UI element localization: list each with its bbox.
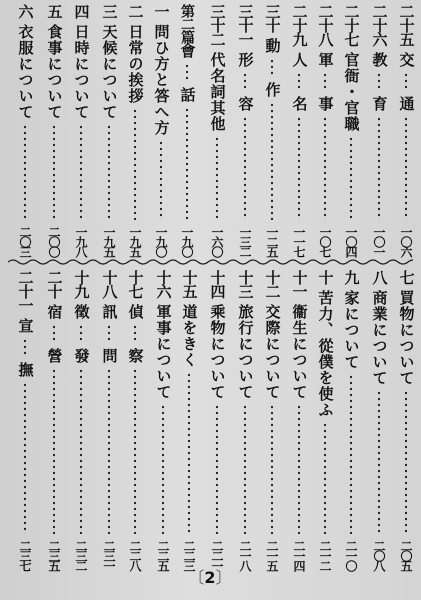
toc-entry (124, 270, 146, 570)
toc-entry (234, 270, 256, 570)
entry-page-number: 一〇六 (399, 226, 413, 256)
leader-dots (244, 72, 246, 90)
entry-number: 二 (126, 4, 145, 18)
entry-page-number: 二二三 (182, 540, 196, 570)
toc-entry (340, 270, 362, 570)
leader-dots (378, 116, 380, 220)
entry-title: 形 (236, 52, 255, 68)
entry-title: 交際について (263, 304, 282, 400)
toc-entry (43, 270, 65, 570)
page-folio (180, 565, 240, 585)
leader-dots (108, 368, 110, 534)
leader-dots (216, 404, 218, 534)
toc-entry (70, 4, 92, 256)
entry-title-second-char: 撫 (16, 362, 35, 378)
entry-number: 十五 (180, 270, 199, 298)
entry-title-second-char: 通 (397, 96, 416, 112)
toc-entry (314, 270, 336, 570)
leader-dots (53, 124, 55, 220)
entry-title: 衞生について (290, 304, 309, 400)
entry-title: 宣 (16, 318, 35, 334)
leader-dots (160, 140, 162, 220)
leader-dots (24, 382, 26, 534)
leader-dots (324, 72, 326, 90)
entry-page-number: 二三五 (47, 540, 61, 570)
leader-dots (405, 72, 407, 90)
toc-entry (288, 270, 310, 570)
entry-number: 二十一 (16, 270, 35, 312)
toc-entry (98, 4, 120, 256)
entry-page-number: 一九八 (74, 226, 88, 256)
toc-entry (70, 270, 92, 570)
entry-number: 六 (16, 4, 35, 18)
entry-title-second-char: 容 (236, 96, 255, 112)
toc-entry (234, 4, 256, 256)
entry-page-number: 二三七 (18, 540, 32, 570)
toc-entry (14, 270, 36, 570)
entry-number: 三十二 (208, 4, 227, 46)
entry-page-number: 一九五 (128, 226, 142, 256)
leader-dots (53, 324, 55, 342)
entry-page-number: 二一〇 (344, 540, 358, 570)
entry-title-second-char: 名 (290, 96, 309, 112)
leader-dots (53, 368, 55, 534)
entry-page-number: 二〇五 (399, 540, 413, 570)
toc-entry (261, 270, 283, 570)
leader-dots (134, 324, 136, 342)
entry-title: 訊 (100, 304, 119, 320)
entry-number: 八 (370, 270, 389, 284)
entry-title-second-char: 作 (263, 82, 282, 98)
entry-page-number: 一三二 (238, 226, 252, 256)
leader-dots (350, 374, 352, 534)
entry-number: 二十五 (397, 4, 416, 46)
toc-entry (340, 4, 362, 256)
entry-number: 四 (72, 4, 91, 18)
toc-entry (368, 4, 390, 256)
toc-entry (395, 270, 417, 570)
wavy-divider (8, 258, 413, 266)
entry-title: 交 (397, 52, 416, 68)
entry-page-number: 一六〇 (210, 226, 224, 256)
entry-title: 衣服について (16, 24, 35, 120)
toc-entry (288, 4, 310, 256)
entry-title-second-char: 育 (370, 96, 389, 112)
leader-dots (298, 116, 300, 220)
entry-title: 天候について (100, 24, 119, 120)
toc-entry (178, 270, 200, 570)
leader-dots (271, 58, 273, 76)
toc-upper-half (0, 4, 421, 256)
entry-title-second-char: 問 (100, 348, 119, 364)
folio-close-bracket: 〕 (215, 568, 232, 587)
leader-dots (108, 124, 110, 220)
leader-dots (108, 324, 110, 342)
entry-page-number: 二三一 (102, 540, 116, 570)
leader-dots (271, 102, 273, 220)
entry-title: 會 (178, 43, 197, 59)
entry-number: 二十七 (342, 4, 361, 46)
toc-entry (395, 4, 417, 256)
entry-page-number: 一〇一 (372, 226, 386, 256)
entry-title: 官衙・官職 (342, 52, 361, 132)
entry-page-number: 一〇四 (344, 226, 358, 256)
entry-title: 人 (290, 52, 309, 68)
entry-title: 日常の挨拶 (126, 24, 145, 104)
leader-dots (80, 324, 82, 342)
entry-title: 徵 (72, 304, 91, 320)
folio-open-bracket: 〔 (188, 568, 205, 587)
toc-entry (43, 4, 65, 256)
entry-title: 商業について (370, 290, 389, 386)
entry-page-number: 二三二 (74, 540, 88, 570)
entry-page-number: 二二八 (128, 540, 142, 570)
entry-title-second-char: 事 (316, 96, 335, 112)
entry-title-second-char: 話 (178, 87, 197, 103)
leader-dots (271, 404, 273, 534)
leader-dots (378, 72, 380, 90)
entry-title: 苦力、從僕を使ふ (316, 290, 335, 418)
entry-number: 二十九 (290, 4, 309, 46)
entry-number: 十六 (154, 270, 173, 298)
entry-title: 代名詞其他 (208, 52, 227, 132)
entry-number: 三十一 (236, 4, 255, 46)
toc-entry (206, 270, 228, 570)
toc-entry (124, 4, 146, 256)
entry-page-number: 二二一 (210, 540, 224, 570)
entry-title-second-char: 發 (72, 348, 91, 364)
entry-title: 旅行について (236, 304, 255, 400)
toc-entry (98, 270, 120, 570)
entry-title: 日時について (72, 24, 91, 120)
entry-number: 十 (316, 270, 335, 284)
entry-number: 二十八 (316, 4, 335, 46)
entry-number: 十八 (100, 270, 119, 298)
leader-dots (188, 372, 190, 534)
leader-dots (244, 116, 246, 220)
toc-lower-half (0, 270, 421, 570)
entry-title: 乘物について (208, 304, 227, 400)
leader-dots (216, 136, 218, 220)
toc-entry (206, 4, 228, 256)
entry-number: 三 (100, 4, 119, 18)
toc-entry (314, 4, 336, 256)
toc-entry (14, 4, 36, 256)
entry-number: 十二 (263, 270, 282, 298)
leader-dots (405, 390, 407, 534)
toc-entry (368, 270, 390, 570)
entry-page-number: 一一七 (292, 226, 306, 256)
entry-page-number: 二〇八 (372, 540, 386, 570)
entry-number: 二十六 (370, 4, 389, 46)
leader-dots (134, 108, 136, 220)
entry-number: 十九 (72, 270, 91, 298)
toc-entry (150, 4, 172, 256)
entry-page-number: 一九〇 (180, 226, 194, 256)
leader-dots (298, 404, 300, 534)
entry-number: 十三 (236, 270, 255, 298)
leader-dots (134, 368, 136, 534)
leader-dots (350, 136, 352, 220)
toc-entry (152, 270, 174, 570)
entry-page-number: 二一四 (292, 540, 306, 570)
entry-title: 軍 (316, 52, 335, 68)
entry-page-number: 二〇三 (18, 226, 32, 256)
leader-dots (162, 404, 164, 534)
entry-page-number: 一〇七 (318, 226, 332, 256)
leader-dots (324, 422, 326, 534)
leader-dots (378, 390, 380, 534)
entry-title: 家について (342, 290, 361, 370)
entry-title-second-char: 營 (45, 348, 64, 364)
entry-number: 十一 (290, 270, 309, 298)
entry-page-number: 二二五 (156, 540, 170, 570)
entry-title: 食事について (45, 24, 64, 120)
entry-page-number: 一九五 (102, 226, 116, 256)
entry-title: 軍事について (154, 304, 173, 400)
leader-dots (186, 63, 188, 81)
toc-entry (176, 4, 198, 256)
entry-number: 一 (152, 4, 171, 18)
leader-dots (186, 107, 188, 220)
entry-page-number: 二一八 (238, 540, 252, 570)
leader-dots (80, 368, 82, 534)
leader-dots (80, 124, 82, 220)
leader-dots (24, 338, 26, 356)
leader-dots (244, 404, 246, 534)
entry-number: 十七 (126, 270, 145, 298)
entry-title: 偵 (126, 304, 145, 320)
entry-title-second-char: 察 (126, 348, 145, 364)
entry-page-number: 二一二 (318, 540, 332, 570)
entry-page-number: 一九〇 (154, 226, 168, 256)
leader-dots (24, 124, 26, 220)
entry-number: 五 (45, 4, 64, 18)
entry-number: 三十 (263, 4, 282, 32)
entry-title: 教 (370, 52, 389, 68)
toc-entry (261, 4, 283, 256)
entry-page-number: 二一五 (265, 540, 279, 570)
leader-dots (324, 116, 326, 220)
entry-title: 道をきく (180, 304, 199, 368)
entry-number: 第二篇 (179, 4, 195, 43)
entry-title: 問ひ方と答へ方 (152, 24, 171, 136)
entry-number: 二十 (45, 270, 64, 298)
entry-title: 宿 (45, 304, 64, 320)
leader-dots (405, 116, 407, 220)
entry-number: 十四 (208, 270, 227, 298)
leader-dots (298, 72, 300, 90)
folio-number: 2 (204, 568, 216, 587)
entry-number: 七 (397, 270, 416, 284)
entry-number: 九 (342, 270, 361, 284)
entry-title: 動 (263, 38, 282, 54)
entry-page-number: 一二五 (265, 226, 279, 256)
entry-title: 買物について (397, 290, 416, 386)
entry-page-number: 二〇〇 (47, 226, 61, 256)
